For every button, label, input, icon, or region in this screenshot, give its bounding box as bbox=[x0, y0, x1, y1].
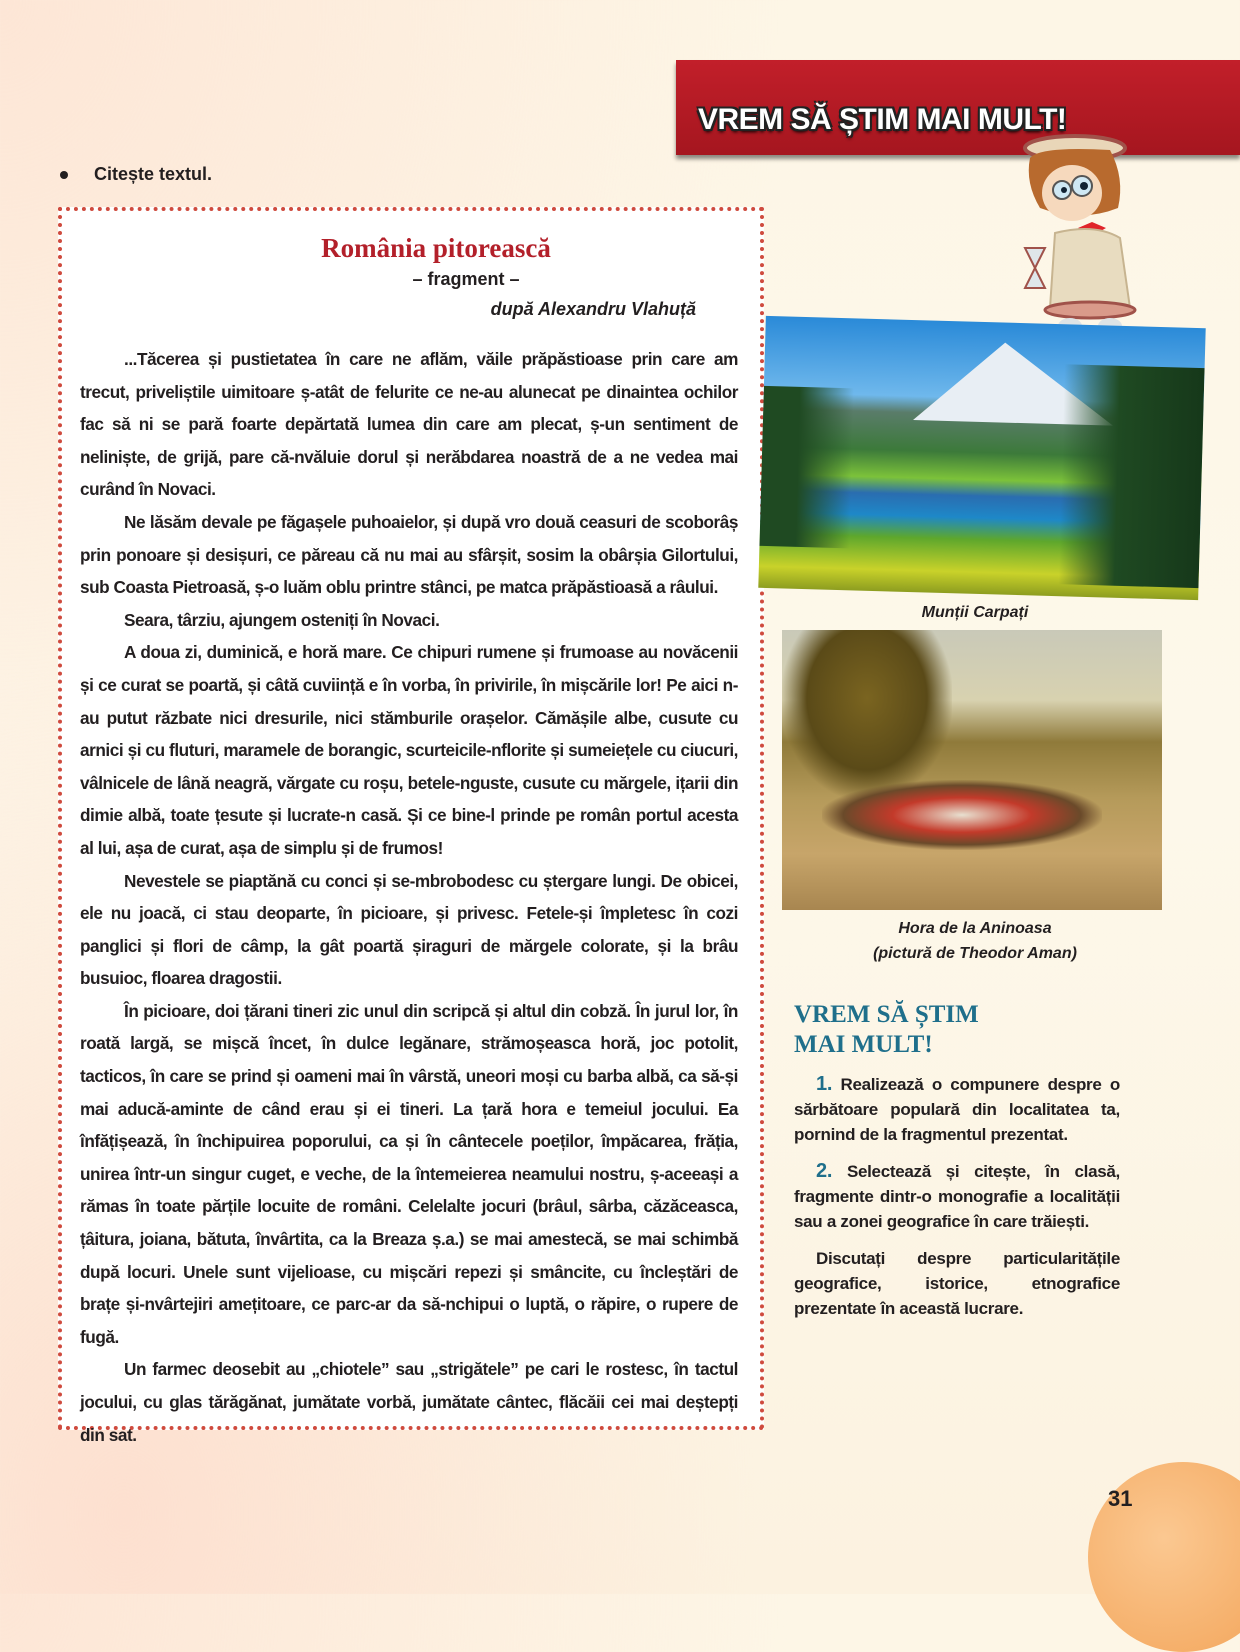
task-text: Selectează și citește, în clasă, fragmente dintr-o monografie a localității sau a zonei geografice în care trăiești. bbox=[794, 1162, 1120, 1231]
paragraph: Ne lăsăm devale pe făgașele puhoaielor, și după vro două ceasuri de scoborâș prin ponoare și desișuri, ce păreau că nu mai au sfârșit, sosim la obârșia Gilortului, sub Coasta Pietroasă, ș-o luăm oblu printre stânci, pe matca prăpăstioasă a râului. bbox=[80, 511, 738, 598]
task-item bbox=[794, 1072, 1120, 1147]
photo2-caption-title: Hora de la Aninoasa bbox=[898, 920, 1052, 937]
task-list bbox=[794, 1072, 1120, 1333]
reading-title: România pitorească bbox=[321, 233, 551, 263]
side-title-line: MAI MULT! bbox=[794, 1031, 933, 1058]
task-item bbox=[794, 1246, 1120, 1321]
hora-painting bbox=[782, 630, 1162, 910]
task-text: Realizează o compunere despre o sărbătoare populară din localitatea ta, pornind de la fragmentul prezentat. bbox=[794, 1075, 1120, 1144]
photo2-caption bbox=[790, 916, 1160, 966]
side-title-line: VREM SĂ ȘTIM bbox=[794, 1001, 979, 1028]
painting-tree bbox=[782, 630, 952, 800]
reading-author: după Alexandru Vlahuță bbox=[490, 299, 696, 319]
reading-body bbox=[80, 343, 738, 1451]
photo2-caption-credit: (pictură de Theodor Aman) bbox=[873, 945, 1077, 962]
paragraph: Seara, târziu, ajungem osteniți în Novaci. bbox=[124, 609, 440, 630]
task-item bbox=[794, 1159, 1120, 1234]
instruction-text: Citește textul. bbox=[94, 164, 213, 184]
reading-subtitle: – fragment – bbox=[412, 269, 520, 289]
photo1-caption: Munții Carpați bbox=[921, 604, 1029, 621]
reading-text-box bbox=[58, 207, 764, 1445]
paragraph: Nevestele se piaptănă cu conci și se-mbrobodesc cu ștergare lungi. De obicei, ele nu joacă, ci stau deoparte, în picioare, și privesc. Fetele-și împletesc în cozi panglici și flori de câmp, la gât poartă șiraguri de mărgele colorate, și la brâu busuioc, floarea dragostii. bbox=[80, 870, 738, 989]
section-banner bbox=[676, 60, 1240, 155]
forest bbox=[1059, 364, 1205, 588]
banner-title: VREM SĂ ȘTIM MAI MULT! bbox=[698, 103, 1067, 136]
bullet-icon bbox=[60, 171, 68, 179]
paragraph: În picioare, doi țărani tineri zic unul din scripcă și altul din cobză. În jurul lor, în roată largă, se mișcă încet, în dulce legănare, strămoșeasca horă, joc potolit, tacticos, în care se prind și oameni mai în vârstă, uneori moși cu barba albă, ca să-și mai aducă-aminte de când erau și ei tineri. La țară hora e temeiul jocului. Ea înfățișează, în închipuirea poporului, ca și în cântecele poeților, împăcarea, frăția, unirea într-un singur cuget, e veche, de la întemeierea neamului nostru, ș-aceeași a rămas în toate părțile locuite de români. Celelalte jocuri (brâul, sârba, căzăceasca, țâitura, joiana, bătuta, învârtita, ca la Breaza ș.a.) se mai amestecă, se mai schimbă după locuri. Unele sunt vijelioase, cu mișcări repezi și smâncite, cu încleștări de brațe și-nvârtejiri amețitoare, ce parc-ar da să-nchipui o luptă, o răpire, o rupere de fugă. bbox=[80, 1000, 738, 1347]
instruction bbox=[60, 164, 212, 185]
task-number: 2. bbox=[816, 1160, 833, 1182]
paragraph: Un farmec deosebit au „chiotele” sau „strigătele” pe cari le rostesc, în tactul jocului, cu glas tărăgănat, jumătate vorbă, jumătate cântec, flăcăii cei mai deștepți din sat. bbox=[80, 1359, 738, 1445]
paragraph: ...Tăcerea și pustietatea în care ne aflăm, văile prăpăstioase prin care am trecut, priveliștile uimitoare ș-atât de felurite ce ne-au alunecat pe dinaintea ochilor fac să ni se pară foarte depărtată lumea din care am plecat, ș-un sentiment de neliniște, de grijă, pare că-nvăluie dorul și nerăbdarea noastră de a ne vedea mai curând în Novaci. bbox=[80, 349, 738, 500]
task-number: 1. bbox=[816, 1073, 833, 1095]
paragraph: A doua zi, duminică, e horă mare. Ce chipuri rumene și frumoase au novăcenii și ce curat se poartă, și câtă cuviință e în vorba, în privirile, în mișcările lor! Pe aici n-au putut răzbate nici dresurile, nici stămburile orașelor. Cămășile albe, cusute cu arnici și cu fluturi, maramele de borangic, scurteicile-nflorite și sumeiețele cu ciucuri, vâlnicele de lână neagră, vărgate cu roșu, betele-nguste, cusute cu mărgele, ițarii din dimie albă, toate țesute și lucrate-n casă. Și ce bine-l prinde pe român portul acesta al lui, așa de curat, așa de simplu și de frumos! bbox=[80, 642, 738, 858]
carpathian-mountains-photo bbox=[758, 316, 1205, 600]
hourglass-mascot-icon bbox=[1000, 128, 1150, 338]
side-section-title bbox=[794, 1000, 979, 1060]
task-text: Discutați despre particularitățile geografice, istorice, etnografice prezentate în această lucrare. bbox=[794, 1249, 1120, 1318]
forest bbox=[759, 386, 853, 548]
painting-dancers bbox=[822, 780, 1102, 850]
page-number: 31 bbox=[1108, 1486, 1133, 1511]
